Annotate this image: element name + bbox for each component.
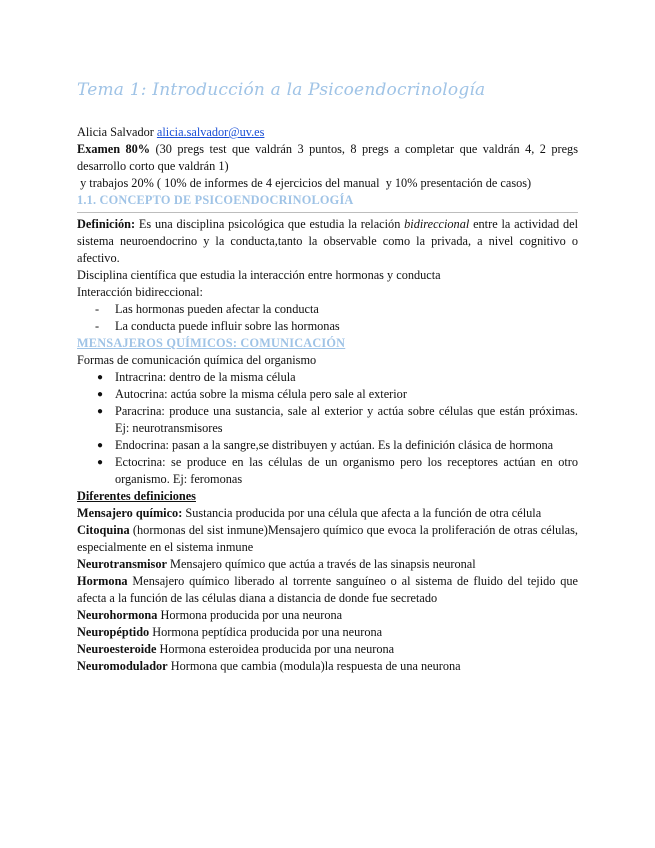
definition-term: Neuromodulador: [77, 659, 168, 673]
definition-term: Neurohormona: [77, 608, 158, 622]
bullet-item: [77, 403, 578, 437]
definition-item: [77, 556, 578, 573]
chemical-intro: Formas de comunicación química del organismo: [77, 353, 317, 367]
definition-item: [77, 522, 578, 556]
definition-label: Definición:: [77, 217, 136, 231]
definition-item: [77, 624, 578, 641]
dash-item-text: La conducta puede influir sobre las hormonas: [115, 319, 340, 333]
definitions-heading: Diferentes definiciones: [77, 489, 196, 503]
definition-text: Hormona esteroidea producida por una neurona: [156, 642, 395, 656]
author-line: [77, 124, 578, 141]
definition-item: [77, 658, 578, 675]
definition-text: Mensajero químico liberado al torrente sanguíneo o al sistema de fluido del tejido que afecta a la función de las células diana a distancia de donde fue secretado: [77, 574, 578, 605]
definition-item: [77, 641, 578, 658]
author-name: Alicia Salvador: [77, 125, 154, 139]
definition-text: Hormona peptídica producida por una neurona: [149, 625, 383, 639]
definition-item: [77, 505, 578, 522]
definition-term: Neurotransmisor: [77, 557, 167, 571]
definition-term: Hormona: [77, 574, 128, 588]
bullet-text: Paracrina: produce una sustancia, sale al exterior y actúa sobre células que están próximas. Ej: neurotransmisores: [115, 404, 578, 435]
section-heading-mensajeros[interactable]: MENSAJEROS QUÍMICOS: COMUNICACIÓN: [77, 336, 346, 350]
dash-marker: -: [95, 319, 100, 333]
bullet-item: [77, 386, 578, 403]
definition-paragraph: [77, 216, 578, 267]
document-title: Tema 1: Introducción a la Psicoendocrinología: [77, 80, 486, 100]
bullet-dot-icon: ●: [97, 457, 104, 468]
bullet-text: Autocrina: actúa sobre la misma célula pero sale al exterior: [115, 387, 407, 401]
definition-text: (hormonas del sist inmune)Mensajero químico que evoca la proliferación de otras células, especialmente en el sistema inmune: [77, 523, 578, 554]
section-heading-concepto: 1.1. CONCEPTO DE PSICOENDOCRINOLOGÍA: [77, 193, 354, 207]
bullet-text: Ectocrina: se produce en las células de un organismo pero los receptores actúan en otro organismo. Ej: feromonas: [115, 455, 578, 486]
bullet-item: [77, 369, 578, 386]
bullet-dot-icon: ●: [97, 389, 104, 400]
exam-line: [77, 141, 578, 158]
definition-term: Citoquina: [77, 523, 130, 537]
definition-text: Sustancia producida por una célula que afecta a la función de otra célula: [182, 506, 542, 520]
bullet-dot-icon: ●: [97, 372, 104, 383]
interaction-line: Interacción bidireccional:: [77, 285, 203, 299]
exam-text-1: (30 pregs test que valdrán 3 puntos, 8 pregs a completar que valdrán 4, 2 pregs: [155, 142, 578, 156]
definition-text-pre: Es una disciplina psicológica que estudia la relación: [135, 217, 405, 231]
dash-marker: -: [95, 302, 100, 316]
definition-term: Neuropéptido: [77, 625, 150, 639]
dash-item: [77, 318, 578, 335]
dash-item: [77, 301, 578, 318]
dash-item-text: Las hormonas pueden afectar la conducta: [115, 302, 319, 316]
definition-text: Mensajero químico que actúa a través de las sinapsis neuronal: [166, 557, 476, 571]
bullet-dot-icon: ●: [97, 406, 104, 417]
exam-label: Examen 80%: [77, 142, 151, 156]
bullet-item: [77, 437, 578, 454]
bullet-item: [77, 454, 578, 488]
document-body: [77, 124, 578, 675]
definition-text-post: entre la actividad del sistema neuroendocrino y la conducta,tanto la observable como la privada, a nivel cognitivo o afectivo.: [77, 217, 579, 265]
definition-term: Mensajero químico:: [77, 506, 183, 520]
author-email-link[interactable]: alicia.salvador@uv.es: [156, 125, 265, 139]
section-divider: [77, 212, 578, 213]
definition-item: [77, 607, 578, 624]
exam-line-2: desarrollo corto que valdrán 1): [77, 159, 229, 173]
definition-item: [77, 573, 578, 607]
definition-italic: bidireccional: [404, 217, 470, 231]
definition-text: Hormona que cambia (modula)la respuesta de una neurona: [167, 659, 461, 673]
bullet-dot-icon: ●: [97, 440, 104, 451]
bullet-text: Endocrina: pasan a la sangre,se distribuyen y actúan. Es la definición clásica de hormona: [115, 438, 554, 452]
bullet-text: Intracrina: dentro de la misma célula: [115, 370, 296, 384]
work-line: y trabajos 20% ( 10% de informes de 4 ejercicios del manual y 10% presentación de casos): [77, 176, 532, 190]
definition-term: Neuroesteroide: [77, 642, 157, 656]
discipline-line: Disciplina científica que estudia la interacción entre hormonas y conducta: [77, 268, 441, 282]
definition-text: Hormona producida por una neurona: [157, 608, 343, 622]
